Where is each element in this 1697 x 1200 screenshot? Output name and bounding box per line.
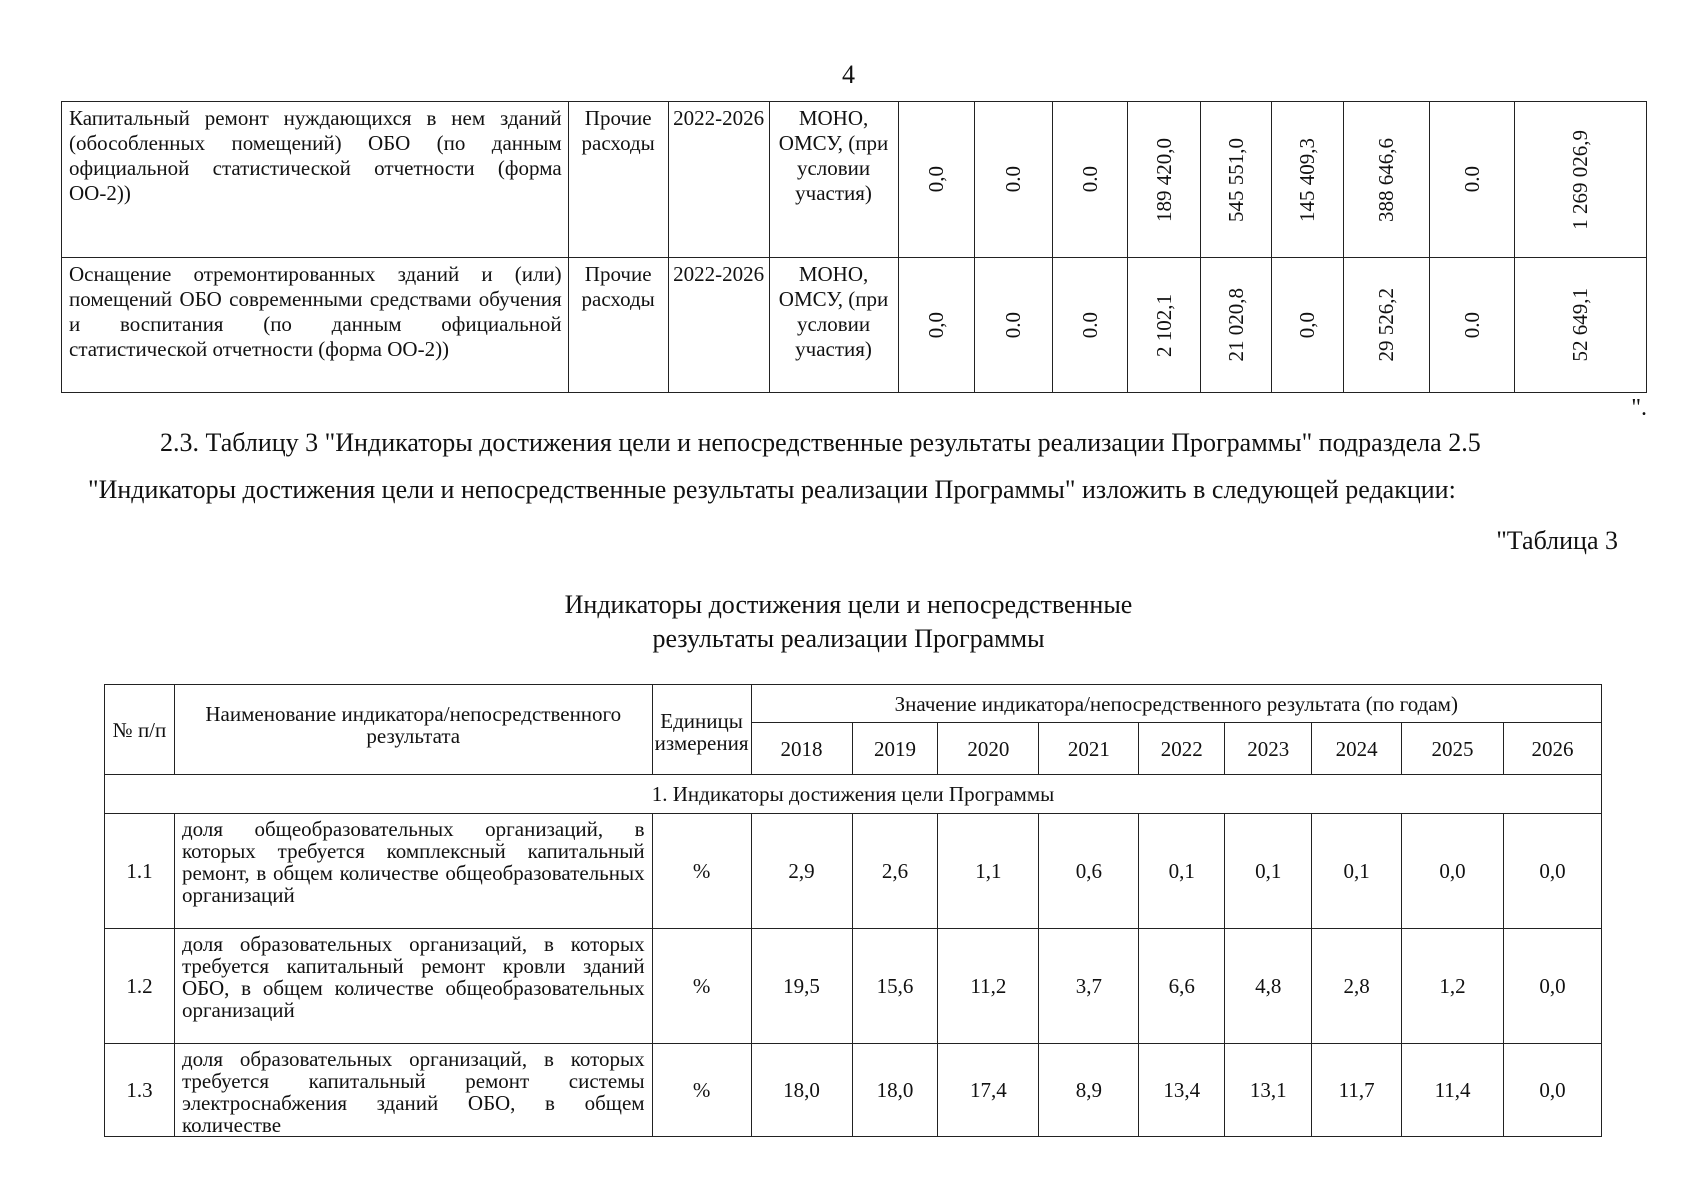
unit-cell: % [652,814,751,929]
value-cell: 19,5 [751,929,852,1044]
value-cell: 6,6 [1139,929,1225,1044]
value-cell: 0,1 [1312,814,1402,929]
value-cell: 0,6 [1039,814,1139,929]
amount-value: 388 646,6 [1374,137,1399,222]
period: 2022-2026 [668,258,769,393]
expenses-table [61,101,1647,393]
amount-cell [1053,258,1128,393]
indicators-table [104,684,1602,1137]
value-cell: 0,1 [1139,814,1225,929]
amount-cell [1344,258,1430,393]
amount-cell [1272,102,1344,258]
amount-cell [1515,102,1647,258]
value-cell: 13,4 [1139,1044,1225,1137]
header-year: 2022 [1139,723,1225,775]
unit-cell: % [652,1044,751,1137]
header-value-group: Значение индикатора/непосредственного результата (по годам) [751,685,1601,723]
amount-cell [1201,258,1272,393]
indicator-name: доля общеобразовательных организаций, в которых требуется комплексный капитальный ремонт, в общем количестве общеобразовательных организаций [174,814,652,929]
indicator-name: доля образовательных организаций, в которых требуется капитальный ремонт системы электроснабжения зданий ОБО, в общем количестве [174,1044,652,1137]
header-year: 2026 [1504,723,1602,775]
amount-value: 0.0 [1459,166,1484,193]
executor: МОНО, ОМСУ, (при условии участия) [769,258,898,393]
header-year: 2019 [852,723,938,775]
header-row [105,685,1602,723]
amount-value: 2 102,1 [1151,293,1176,357]
value-cell: 2,8 [1312,929,1402,1044]
value-cell: 18,0 [852,1044,938,1137]
amendment-paragraph-line-2: "Индикаторы достижения цели и непосредственные результаты реализации Программы" изложить в следующей редакции: [88,475,1456,504]
section-row [105,775,1602,814]
table-reference: "Таблица 3 [1496,526,1618,555]
executor: МОНО, ОМСУ, (при условии участия) [769,102,898,258]
value-cell: 0,1 [1225,814,1312,929]
header-year: 2018 [751,723,852,775]
value-cell: 0,0 [1402,814,1504,929]
row-num: 1.3 [105,1044,175,1137]
amount-cell [1201,102,1272,258]
page-number: 4 [842,60,855,89]
table-title-line-2: результаты реализации Программы [652,624,1045,653]
indicator-name: доля образовательных организаций, в которых требуется капитальный ремонт кровли зданий ОБО, в общем количестве общеобразовательных организаций [174,929,652,1044]
amount-value: 0.0 [1459,311,1484,339]
amount-value: 0.0 [1001,166,1026,193]
header-year: 2021 [1039,723,1139,775]
closing-quote: ". [1631,395,1647,421]
unit-cell: % [652,929,751,1044]
amount-value: 0.0 [1077,166,1102,193]
amount-value: 52 649,1 [1568,288,1592,362]
value-cell: 0,0 [1504,814,1602,929]
amount-cell [1272,258,1344,393]
value-cell: 0,0 [1504,929,1602,1044]
measure-name: Оснащение отремонтированных зданий и (или) помещений ОБО современными средствами обучения и воспитания (по данным официальной статистической отчетности (форма ОО-2)) [62,258,569,393]
amount-cell [1430,258,1515,393]
period: 2022-2026 [668,102,769,258]
value-cell: 15,6 [852,929,938,1044]
value-cell: 2,9 [751,814,852,929]
amount-value: 0.0 [1077,311,1102,339]
value-cell: 11,4 [1402,1044,1504,1137]
amount-cell [1128,102,1201,258]
amount-value: 29 526,2 [1374,288,1399,362]
value-cell: 1,1 [938,814,1039,929]
table-row [105,929,1602,1044]
header-num: № п/п [105,685,175,775]
amount-cell [1128,258,1201,393]
amount-cell [1515,258,1647,393]
value-cell: 8,9 [1039,1044,1139,1137]
table-row [105,1044,1602,1137]
amendment-paragraph-line-1: 2.3. Таблицу 3 "Индикаторы достижения цели и непосредственные результаты реализации Программы" подраздела 2.5 [160,428,1481,457]
expenses-row [62,102,1647,258]
value-cell: 18,0 [751,1044,852,1137]
amount-value: 0,0 [923,311,948,339]
amount-cell [1430,102,1515,258]
expense-type: Прочие расходы [568,258,668,393]
header-unit: Единицы измерения [652,685,751,775]
value-cell: 0,0 [1504,1044,1602,1137]
amount-cell [898,258,975,393]
header-year: 2020 [938,723,1039,775]
value-cell: 1,2 [1402,929,1504,1044]
amount-cell [898,102,975,258]
amount-value: 0,0 [923,166,948,193]
amount-value: 145 409,3 [1295,137,1320,222]
value-cell: 13,1 [1225,1044,1312,1137]
amount-value: 189 420,0 [1151,137,1176,222]
table-row [105,814,1602,929]
measure-name: Капитальный ремонт нуждающихся в нем зданий (обособленных помещений) ОБО (по данным официальной статистической отчетности (форма ОО-2)) [62,102,569,258]
value-cell: 17,4 [938,1044,1039,1137]
value-cell: 11,2 [938,929,1039,1044]
value-cell: 2,6 [852,814,938,929]
section-title: 1. Индикаторы достижения цели Программы [105,775,1602,814]
amount-value: 0,0 [1295,311,1320,339]
value-cell: 11,7 [1312,1044,1402,1137]
amount-value: 21 020,8 [1223,288,1248,362]
header-year: 2023 [1225,723,1312,775]
expense-type: Прочие расходы [568,102,668,258]
header-name: Наименование индикатора/непосредственного результата [174,685,652,775]
amount-cell [975,102,1053,258]
value-cell: 3,7 [1039,929,1139,1044]
table-title-line-1: Индикаторы достижения цели и непосредственные [564,590,1133,619]
amount-value: 0.0 [1001,311,1026,339]
value-cell: 4,8 [1225,929,1312,1044]
amount-cell [1344,102,1430,258]
amount-value: 545 551,0 [1223,137,1248,222]
amount-cell [975,258,1053,393]
row-num: 1.2 [105,929,175,1044]
amount-cell [1053,102,1128,258]
expenses-row [62,258,1647,393]
header-year: 2024 [1312,723,1402,775]
amount-value: 1 269 026,9 [1568,129,1592,230]
row-num: 1.1 [105,814,175,929]
header-year: 2025 [1402,723,1504,775]
